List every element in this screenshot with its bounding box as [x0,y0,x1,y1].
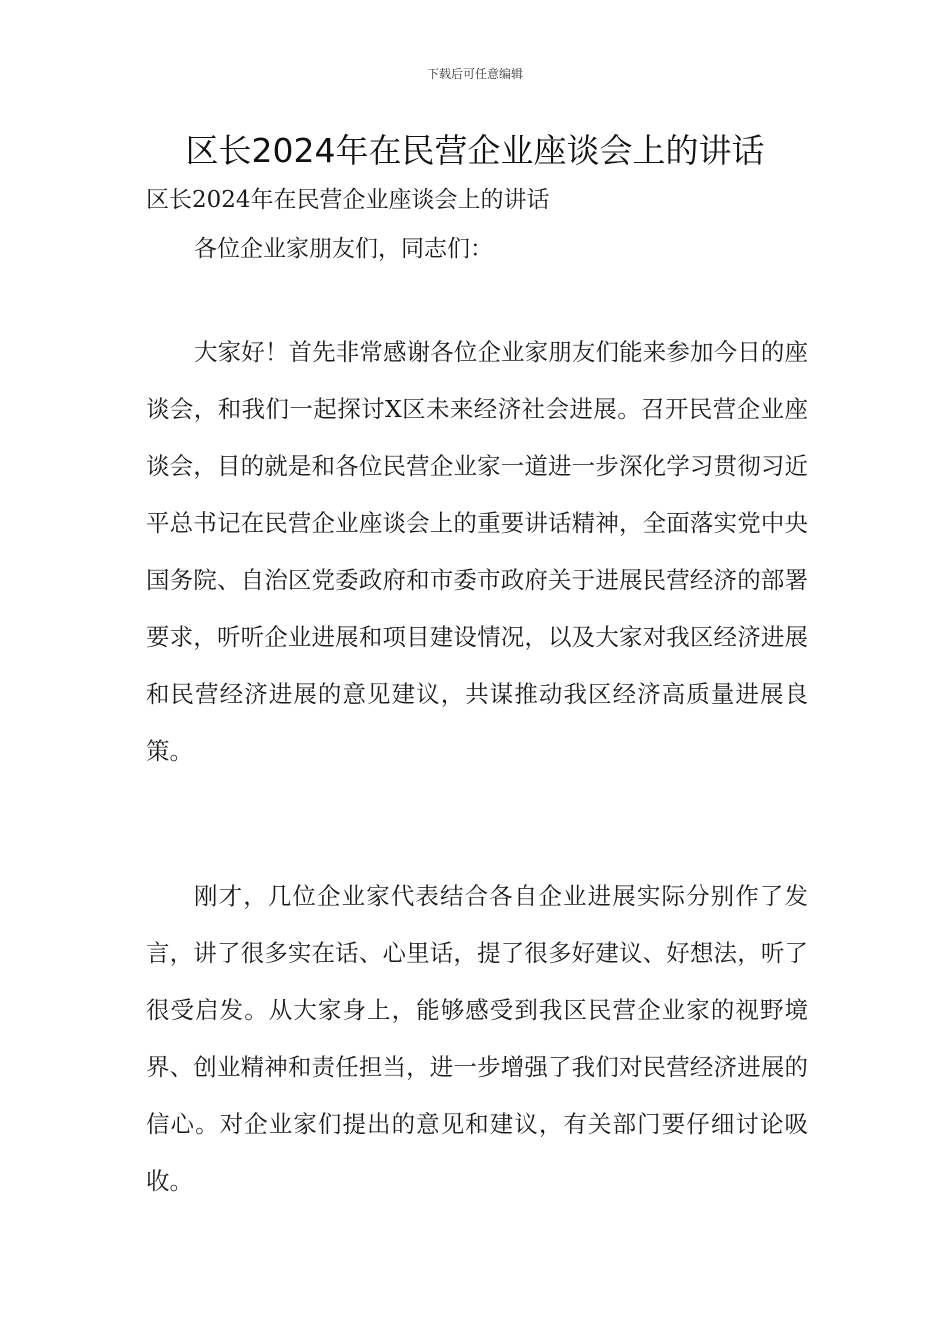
document-title: 区长2024年在民营企业座谈会上的讲话 [185,131,765,170]
header-note: 下载后可任意编辑 [426,67,523,81]
greeting-line: 各位企业家朋友们，同志们： [194,236,493,262]
body-paragraph-1: 大家好！首先非常感谢各位企业家朋友们能来参加今日的座谈会，和我们一起探讨X区未来经济社会进展。召开民营企业座谈会，目的就是和各位民营企业家一道进一步深化学习贯彻习近平总书记在民营企业座谈会上的重要讲话精神，全面落实党中央国务院、自治区党委政府和市委市政府关于进展民营经济的部署要求，听听企业进展和项目建设情况，以及大家对我区经济进展和民营经济进展的意见建议，共谋推动我区经济高质量进展良策。 [146,338,808,765]
body-paragraph-2: 刚才，几位企业家代表结合各自企业进展实际分别作了发言，讲了很多实在话、心里话，提了很多好建议、好想法，听了很受启发。从大家身上，能够感受到我区民营企业家的视野境界、创业精神和责任担当，进一步增强了我们对民营经济进展的信心。对企业家们提出的意见和建议，有关部门要仔细讨论吸收。 [146,882,808,1195]
document-subtitle: 区长2024年在民营企业座谈会上的讲话 [146,187,550,213]
